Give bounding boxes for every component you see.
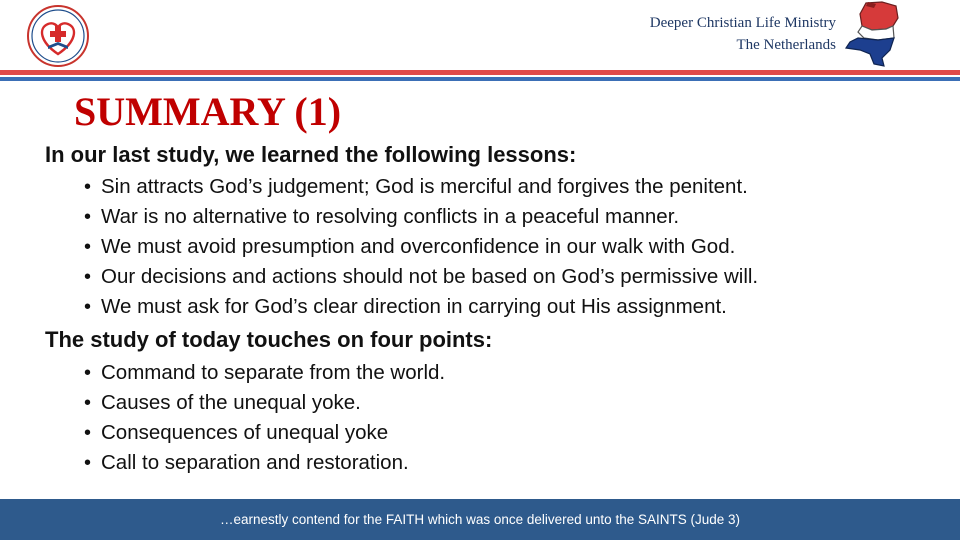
section-heading-last-study: In our last study, we learned the following lessons: bbox=[45, 142, 577, 167]
points-list bbox=[84, 358, 445, 478]
section-heading-today: The study of today touches on four points: bbox=[45, 327, 493, 352]
list-item: • We must ask for God’s clear direction in carrying out His assignment. bbox=[84, 292, 758, 322]
list-item: • Our decisions and actions should not be based on God’s permissive will. bbox=[84, 262, 758, 292]
list-item: • War is no alternative to resolving conflicts in a peaceful manner. bbox=[84, 202, 758, 232]
organization-name-line2: The Netherlands bbox=[736, 37, 836, 53]
list-item: • Command to separate from the world. bbox=[84, 358, 445, 388]
list-item: • We must avoid presumption and overconfidence in our walk with God. bbox=[84, 232, 758, 262]
list-item: • Call to separation and restoration. bbox=[84, 448, 445, 478]
netherlands-map-icon bbox=[838, 0, 904, 68]
organization-name bbox=[650, 12, 836, 56]
slide-title: SUMMARY (1) bbox=[74, 89, 342, 134]
footer-text: …earnestly contend for the FAITH which was once delivered unto the SAINTS (Jude 3) bbox=[219, 512, 740, 527]
list-item: • Consequences of unequal yoke bbox=[84, 418, 445, 448]
list-item: • Causes of the unequal yoke. bbox=[84, 388, 445, 418]
lessons-list bbox=[84, 172, 758, 322]
header-divider-blue bbox=[0, 77, 960, 81]
organization-name-line1: Deeper Christian Life Ministry bbox=[649, 15, 836, 31]
footer-banner bbox=[0, 499, 960, 540]
ministry-logo-icon bbox=[26, 4, 90, 68]
header-divider-red bbox=[0, 70, 960, 75]
list-item: • Sin attracts God’s judgement; God is merciful and forgives the penitent. bbox=[84, 172, 758, 202]
